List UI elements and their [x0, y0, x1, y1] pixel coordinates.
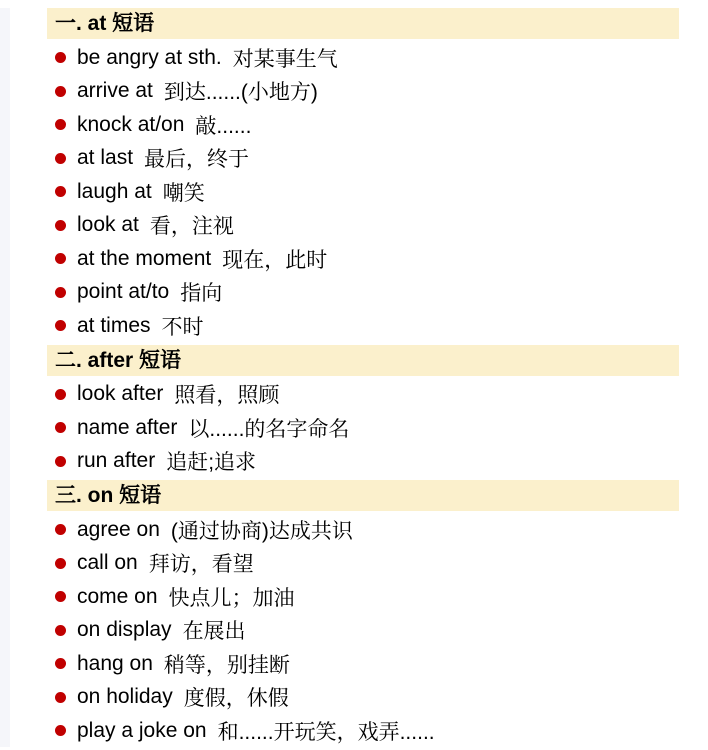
phrase-english: be angry at sth. [77, 45, 222, 69]
phrase-english: run after [77, 449, 156, 473]
phrase-translation: 以......的名字命名 [188, 417, 350, 441]
phrase-english: at times [77, 313, 151, 337]
list-item [47, 175, 679, 209]
phrase-english: on display [77, 618, 172, 642]
phrase-translation: 指向 [180, 282, 223, 306]
phrase-english: point at/to [77, 280, 170, 304]
list-item [47, 411, 679, 445]
list-item [47, 276, 679, 310]
bullet-icon [55, 119, 66, 130]
bullet-icon [55, 625, 66, 636]
phrase-english: arrive at [77, 79, 153, 103]
bullet-icon [55, 591, 66, 602]
bullet-icon [55, 422, 66, 433]
list-item [47, 580, 679, 614]
phrase-translation: 在展出 [182, 620, 246, 644]
list-item [47, 681, 679, 715]
phrase-english: name after [77, 415, 178, 439]
section-on-list [47, 511, 679, 750]
phrase-translation: (通过协商)达成共识 [170, 519, 353, 543]
list-item [47, 547, 679, 581]
phrase-translation: 照看，照顾 [174, 384, 280, 408]
phrase-english: agree on [77, 517, 160, 541]
section-after-header: 二. after 短语 [47, 345, 679, 376]
phrase-translation: 嘲笑 [162, 181, 205, 205]
list-item [47, 75, 679, 109]
phrase-english: knock at/on [77, 112, 185, 136]
list-item [47, 614, 679, 648]
phrase-translation: 现在，此时 [222, 248, 328, 272]
bullet-icon [55, 253, 66, 264]
bullet-icon [55, 524, 66, 535]
phrase-english: look after [77, 382, 164, 406]
list-item [47, 513, 679, 547]
page-left-margin [0, 8, 10, 747]
section-after-list [47, 376, 679, 481]
phrase-english: look at [77, 213, 139, 237]
bullet-icon [55, 86, 66, 97]
bullet-icon [55, 692, 66, 703]
section-on [47, 480, 679, 750]
phrase-translation: 敲...... [195, 114, 252, 138]
phrase-english: play a joke on [77, 718, 207, 742]
section-on-header: 三. on 短语 [47, 480, 679, 511]
phrase-translation: 快点儿；加油 [168, 586, 295, 610]
bullet-icon [55, 220, 66, 231]
phrase-translation: 不时 [161, 315, 204, 339]
section-at-header: 一. at 短语 [47, 8, 679, 39]
bullet-icon [55, 320, 66, 331]
phrase-translation: 看，注视 [149, 215, 234, 239]
phrase-translation: 拜访，看望 [148, 553, 254, 577]
list-item [47, 242, 679, 276]
phrase-english: at the moment [77, 246, 212, 270]
bullet-icon [55, 287, 66, 298]
section-at [47, 8, 679, 345]
phrase-document [47, 8, 679, 750]
phrase-translation: 到达......(小地方) [163, 81, 318, 105]
bullet-icon [55, 658, 66, 669]
list-item [47, 41, 679, 75]
bullet-icon [55, 153, 66, 164]
bullet-icon [55, 456, 66, 467]
list-item [47, 209, 679, 243]
phrase-english: hang on [77, 651, 153, 675]
bullet-icon [55, 725, 66, 736]
phrase-english: laugh at [77, 179, 152, 203]
section-after [47, 345, 679, 481]
phrase-english: on holiday [77, 685, 173, 709]
list-item [47, 309, 679, 343]
phrase-english: come on [77, 584, 158, 608]
phrase-translation: 对某事生气 [232, 47, 338, 71]
section-at-list [47, 39, 679, 345]
phrase-translation: 追赶;追求 [166, 451, 257, 475]
list-item [47, 142, 679, 176]
phrase-english: at last [77, 146, 134, 170]
list-item [47, 378, 679, 412]
list-item [47, 445, 679, 479]
phrase-translation: 稍等，别挂断 [163, 653, 290, 677]
list-item [47, 108, 679, 142]
list-item [47, 647, 679, 681]
phrase-translation: 最后，终于 [144, 148, 250, 172]
phrase-translation: 和......开玩笑，戏弄...... [217, 720, 435, 744]
bullet-icon [55, 558, 66, 569]
bullet-icon [55, 389, 66, 400]
bullet-icon [55, 186, 66, 197]
phrase-english: call on [77, 551, 138, 575]
bullet-icon [55, 52, 66, 63]
list-item [47, 714, 679, 748]
phrase-translation: 度假，休假 [183, 687, 289, 711]
